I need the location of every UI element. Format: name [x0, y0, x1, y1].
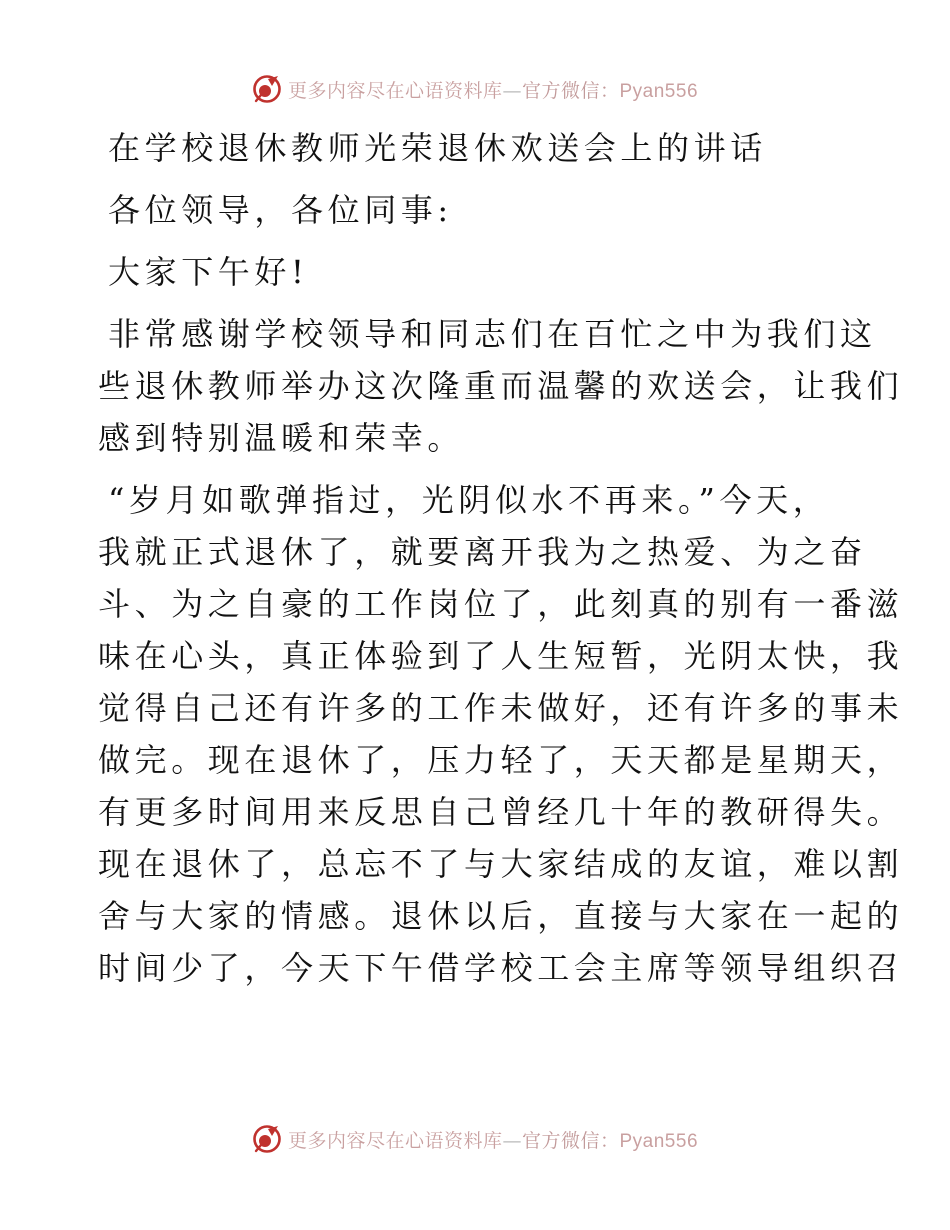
footer-banner	[0, 1122, 950, 1156]
paragraph-line: 些退休教师举办这次隆重而温馨的欢送会，让我们	[98, 367, 904, 405]
paragraph-line: 斗、为之自豪的工作岗位了，此刻真的别有一番滋	[98, 585, 904, 623]
footer-banner-id: Pyan556	[619, 1130, 699, 1152]
paragraph-line: “岁月如歌弹指过，光阴似水不再来。”今天，	[108, 481, 830, 519]
paragraph-line: 时间少了，今天下午借学校工会主席等领导组织召	[98, 949, 904, 987]
header-banner	[0, 72, 950, 106]
footer-banner-dash: —	[502, 1129, 522, 1152]
salutation: 各位领导，各位同事:	[108, 191, 453, 229]
paragraph-line: 觉得自己还有许多的工作未做好，还有许多的事未	[98, 689, 904, 727]
footer-banner-text	[288, 1126, 698, 1153]
paragraph-line: 味在心头，真正体验到了人生短暂，光阴太快，我	[98, 637, 904, 675]
document-title: 在学校退休教师光荣退休欢送会上的讲话	[108, 129, 767, 167]
logo-icon	[252, 74, 282, 104]
header-banner-dash: —	[502, 79, 522, 102]
paragraph-line: 非常感谢学校领导和同志们在百忙之中为我们这	[108, 315, 877, 353]
paragraph-line: 我就正式退休了，就要离开我为之热爱、为之奋	[98, 533, 867, 571]
greeting: 大家下午好!	[108, 253, 309, 291]
paragraph-line: 感到特别温暖和荣幸。	[98, 419, 465, 457]
paragraph-line: 舍与大家的情感。退休以后，直接与大家在一起的	[98, 897, 904, 935]
footer-banner-slogan: 更多内容尽在心语资料库	[287, 1129, 503, 1152]
paragraph-2	[98, 474, 904, 994]
header-banner-label: 官方微信：	[521, 79, 620, 102]
paragraph-line: 有更多时间用来反思自己曾经几十年的教研得失。	[98, 793, 904, 831]
paragraph-line: 做完。现在退休了，压力轻了，天天都是星期天，	[98, 741, 904, 779]
header-banner-id: Pyan556	[619, 80, 699, 102]
header-banner-slogan: 更多内容尽在心语资料库	[287, 79, 503, 102]
paragraph-line: 现在退休了，总忘不了与大家结成的友谊，难以割	[98, 845, 904, 883]
footer-banner-label: 官方微信：	[521, 1129, 620, 1152]
document-body	[98, 122, 904, 994]
header-banner-text	[288, 76, 698, 103]
paragraph-1	[98, 308, 904, 464]
logo-icon	[252, 1124, 282, 1154]
